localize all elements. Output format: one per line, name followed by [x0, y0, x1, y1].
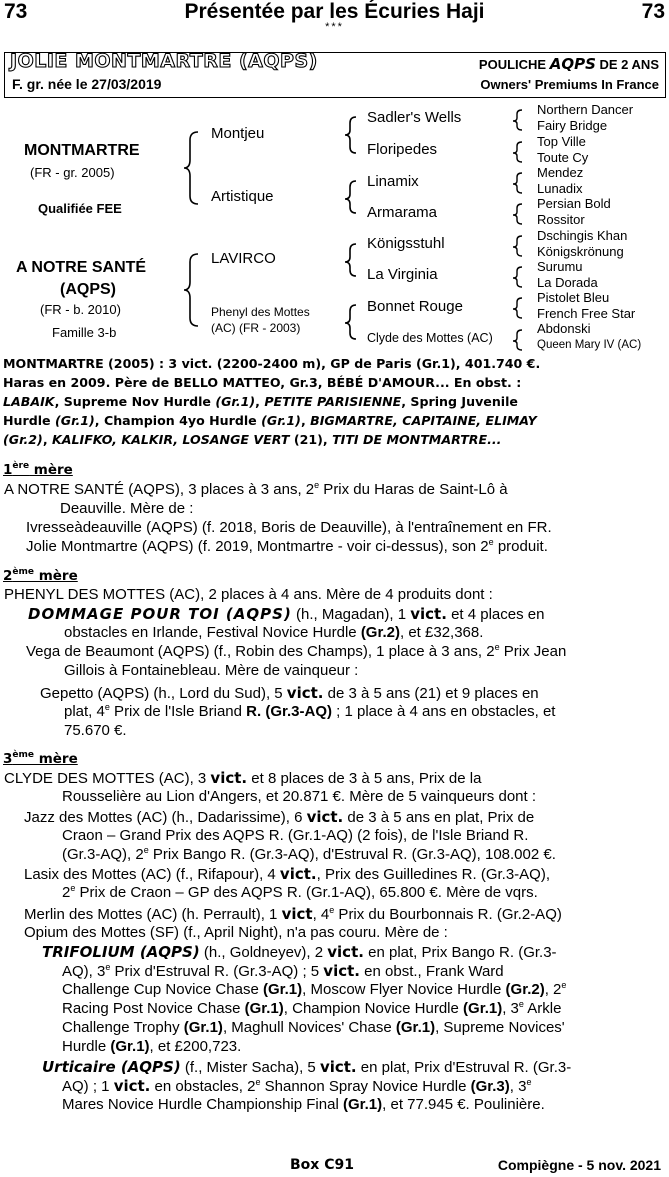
second-dam-line1: PHENYL DES MOTTES (AC), 2 places à 4 ans. Mère de 4 produits dont : [4, 586, 493, 603]
pedigree-gen4-13: Pistolet Bleu [537, 290, 610, 305]
sire-name: MONTMARTRE [24, 142, 140, 159]
pedigree-gen4-11: Surumu [537, 259, 583, 274]
pedigree-gen4-15: Abdonski [537, 321, 591, 336]
dam-breed: (AQPS) [60, 281, 116, 298]
horse-name: JOLIE MONTMARTRE (AQPS) [10, 50, 318, 72]
first-dam-produce-1: Ivresseàdeauville (AQPS) (f. 2018, Boris de Deauville), à l'entraînement en FR. [26, 519, 552, 536]
third-dam-produce-3: Merlin des Mottes (AC) (h. Perrault), 1 vict, 4e Prix du Bourbonnais R. (Gr.2-AQ) [24, 905, 562, 923]
pedigree-gen4-8: Rossitor [537, 212, 585, 227]
lot-number-right: 73 [641, 0, 665, 23]
third-dam-grandproduce-2-l3: Mares Novice Hurdle Championship Final (Gr.1), et 77.945 €. Poulinière. [62, 1096, 545, 1113]
page-title: Présentée par les Écuries Haji [184, 0, 485, 23]
dam-name: A NOTRE SANTÉ [16, 259, 147, 276]
horse-birth: F. gr. née le 27/03/2019 [12, 76, 162, 92]
pedigree-gen4-16: Queen Mary IV (AC) [537, 339, 642, 351]
stars-divider: *** [325, 21, 344, 33]
pedigree-gen3-4: Armarama [367, 204, 438, 221]
third-dam-grandproduce-1-l2: AQ), 3e Prix d'Estruval R. (Gr.3-AQ) ; 5 vict. en obst., Frank Ward [62, 962, 504, 980]
second-dam-produce-2-cont: Gillois à Fontainebleau. Mère de vainqueur : [64, 662, 359, 679]
pedigree-gen4-6: Lunadix [537, 181, 583, 196]
pedigree-gen4-3: Top Ville [537, 134, 586, 149]
pedigree-gen2-4: Phenyl des Mottes [211, 305, 310, 319]
sire-info: (FR - gr. 2005) [30, 165, 115, 180]
third-dam-produce-2: Lasix des Mottes (AC) (f., Rifapour), 4 vict., Prix des Guilledines R. (Gr.3-AQ), [24, 865, 551, 883]
pedigree-gen4-10: Königskrönung [537, 244, 624, 259]
pedigree-gen4-1: Northern Dancer [537, 102, 634, 117]
second-dam-grandproduce-1-cont: plat, 4e Prix de l'Isle Briand R. (Gr.3-AQ) ; 1 place à 4 ans en obstacles, et [64, 702, 556, 720]
third-dam-produce-4: Opium des Mottes (SF) (f., April Night), n'a pas couru. Mère de : [24, 924, 448, 941]
pedigree-gen3-3: Linamix [367, 173, 419, 190]
pedigree-gen4-14: French Free Star [537, 306, 636, 321]
third-dam-grandproduce-1: TRIFOLIUM (AQPS) (h., Goldneyev), 2 vict. en plat, Prix Bango R. (Gr.3- [42, 943, 557, 961]
third-dam-produce-1-end: (Gr.3-AQ), 2e Prix Bango R. (Gr.3-AQ), d'Estruval R. (Gr.3-AQ), 108.002 €. [62, 845, 556, 863]
third-dam-grandproduce-1-l4: Racing Post Novice Chase (Gr.1), Champion Novice Hurdle (Gr.1), 3e Arkle [62, 999, 562, 1017]
third-dam-line2: Rousselière au Lion d'Angers, et 20.871 €. Mère de 5 vainqueurs dont : [62, 788, 537, 805]
third-dam-line1: CLYDE DES MOTTES (AC), 3 vict. et 8 places de 3 à 5 ans, Prix de la [4, 769, 482, 787]
third-dam-grandproduce-1-l3: Challenge Cup Novice Chase (Gr.1), Moscow Flyer Novice Hurdle (Gr.2), 2e [62, 980, 567, 998]
sire-record-line3: LABAIK, Supreme Nov Hurdle (Gr.1), PETITE PARISIENNE, Spring Juvenile [3, 394, 518, 409]
pedigree-gen4-7: Persian Bold [537, 196, 611, 211]
sale-place-date: Compiègne - 5 nov. 2021 [497, 1157, 661, 1173]
pedigree-gen3-1: Sadler's Wells [367, 109, 462, 126]
pedigree-gen3-8: Clyde des Mottes (AC) [367, 331, 493, 345]
dam-info: (FR - b. 2010) [40, 302, 121, 317]
dam-family: Famille 3-b [52, 325, 117, 340]
pedigree-gen3-2: Floripedes [367, 141, 438, 158]
lot-number-left: 73 [4, 0, 28, 23]
horse-sex-age: POULICHE AQPS DE 2 ANS [478, 55, 659, 73]
first-dam-line2: Deauville. Mère de : [60, 500, 194, 517]
second-dam-grandproduce-1-end: 75.670 €. [64, 722, 127, 739]
pedigree-gen2-1: Montjeu [211, 125, 265, 142]
second-dam-produce-1: DOMMAGE POUR TOI (AQPS) (h., Magadan), 1 vict. et 4 places en [28, 605, 545, 623]
sire-note: Qualifiée FEE [38, 201, 122, 216]
section-third-dam: 3ème mère [3, 750, 78, 767]
pedigree-gen2-2: Artistique [211, 188, 274, 205]
box-number: Box C91 [290, 1157, 354, 1173]
pedigree-gen2-4-info: (AC) (FR - 2003) [211, 321, 301, 335]
second-dam-produce-1-cont: obstacles en Irlande, Festival Novice Hurdle (Gr.2), et £32,368. [64, 624, 484, 641]
section-second-dam: 2ème mère [3, 567, 78, 584]
third-dam-produce-1: Jazz des Mottes (AC) (h., Dadarissime), 6 vict. de 3 à 5 ans en plat, Prix de [24, 808, 535, 826]
section-first-dam: 1ère mère [3, 461, 73, 478]
pedigree-gen4-9: Dschingis Khan [537, 228, 628, 243]
pedigree-gen4-4: Toute Cy [537, 150, 589, 165]
third-dam-grandproduce-1-l5: Challenge Trophy (Gr.1), Maghull Novices' Chase (Gr.1), Supreme Novices' [62, 1019, 565, 1036]
third-dam-produce-1-cont: Craon – Grand Prix des AQPS R. (Gr.1-AQ) (2 fois), de l'Isle Briand R. [62, 827, 529, 844]
pedigree-gen3-6: La Virginia [367, 266, 438, 283]
second-dam-grandproduce-1: Gepetto (AQPS) (h., Lord du Sud), 5 vict. de 3 à 5 ans (21) et 9 places en [40, 684, 539, 702]
third-dam-produce-2-cont: 2e Prix de Craon – GP des AQPS R. (Gr.1-AQ), 65.800 €. Mère de vqrs. [62, 883, 538, 901]
first-dam-line1: A NOTRE SANTÉ (AQPS), 3 places à 3 ans, 2e Prix du Haras de Saint-Lô à [4, 480, 508, 498]
first-dam-produce-2: Jolie Montmartre (AQPS) (f. 2019, Montmartre - voir ci-dessus), son 2e produit. [26, 537, 548, 555]
pedigree-gen4-5: Mendez [537, 165, 584, 180]
third-dam-grandproduce-2: Urticaire (AQPS) (f., Mister Sacha), 5 vict. en plat, Prix d'Estruval R. (Gr.3- [42, 1058, 572, 1076]
owners-premiums: Owners' Premiums In France [480, 77, 659, 92]
sire-record-line4: Hurdle (Gr.1), Champion 4yo Hurdle (Gr.1), BIGMARTRE, CAPITAINE, ELIMAY [3, 413, 537, 428]
pedigree-gen4-12: La Dorada [537, 275, 598, 290]
third-dam-grandproduce-2-l2: AQ) ; 1 vict. en obstacles, 2e Shannon Spray Novice Hurdle (Gr.3), 3e [62, 1077, 532, 1095]
pedigree-gen2-3: LAVIRCO [211, 250, 276, 267]
pedigree-gen3-5: Königsstuhl [367, 235, 445, 252]
sire-record-line2: Haras en 2009. Père de BELLO MATTEO, Gr.3, BÉBÉ D'AMOUR... En obst. : [3, 375, 522, 390]
pedigree-gen4-2: Fairy Bridge [537, 118, 608, 133]
third-dam-grandproduce-1-l6: Hurdle (Gr.1), et £200,723. [62, 1038, 242, 1055]
pedigree-gen3-7: Bonnet Rouge [367, 298, 463, 315]
second-dam-produce-2: Vega de Beaumont (AQPS) (f., Robin des Champs), 1 place à 3 ans, 2e Prix Jean [26, 642, 567, 660]
sire-record-line5: (Gr.2), KALIFKO, KALKIR, LOSANGE VERT (21), TITI DE MONTMARTRE... [3, 432, 502, 447]
sire-record-line1: MONTMARTRE (2005) : 3 vict. (2200-2400 m), GP de Paris (Gr.1), 401.740 €. [3, 356, 541, 371]
